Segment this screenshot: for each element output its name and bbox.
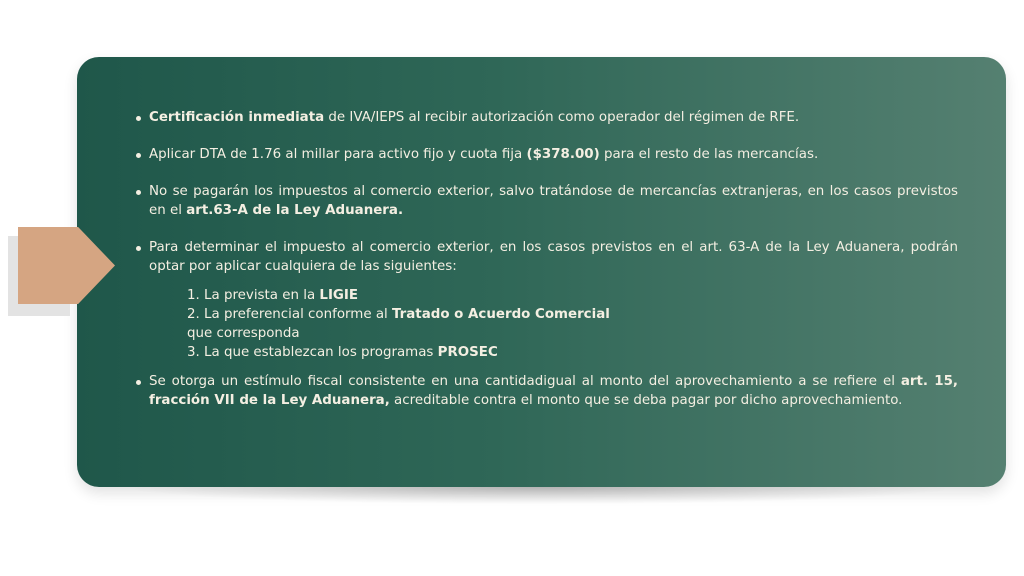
list-item [136,108,958,127]
item-text: Aplicar DTA de 1.76 al millar para activo fijo y cuota fija [149,147,527,162]
item-text: Para determinar el impuesto al comercio exterior, en los casos previstos en el art. 63-A de la Ley Aduanera, podrán optar por aplicar cualquiera de las siguientes: [149,240,958,274]
option-text: 3. La que establezcan los programas [187,345,438,360]
option-bold: Tratado o Acuerdo Comercial [392,307,610,322]
option-text: 2. La preferencial conforme al [187,307,392,322]
option-item [187,305,958,343]
list-item [136,372,958,410]
option-item [187,343,958,362]
option-item [187,286,958,305]
options-list [187,286,958,362]
list-item [136,182,958,220]
item-text: de IVA/IEPS al recibir autorización como operador del régimen de RFE. [324,110,800,125]
item-text-after: para el resto de las mercancías. [599,147,819,162]
item-bold: art.63-A de la Ley Aduanera. [186,203,404,218]
item-text: Se otorga un estímulo fiscal consistente en una cantidadigual al monto del aprovechamiento a se refiere el [149,374,901,389]
option-text: 1. La prevista en la [187,288,320,303]
option-bold: LIGIE [319,288,359,303]
item-text: No se pagarán los impuestos al comercio exterior, salvo tratándose de mercancías extranjeras, en los casos previstos en el [149,184,958,218]
list-item [136,145,958,164]
benefits-list [136,108,958,410]
option-text-after: que corresponda [187,326,300,341]
item-bold: art. 15, fracción VII de la Ley Aduanera, [149,374,958,408]
item-bold: ($378.00) [526,147,600,162]
list-item [136,238,958,362]
option-bold: PROSEC [437,345,498,360]
benefits-list-container [136,108,958,410]
bold-lead: Certificación inmediata [149,110,325,125]
item-text-after: acreditable contra el monto que se deba pagar por dicho aprovechamiento. [389,393,903,408]
